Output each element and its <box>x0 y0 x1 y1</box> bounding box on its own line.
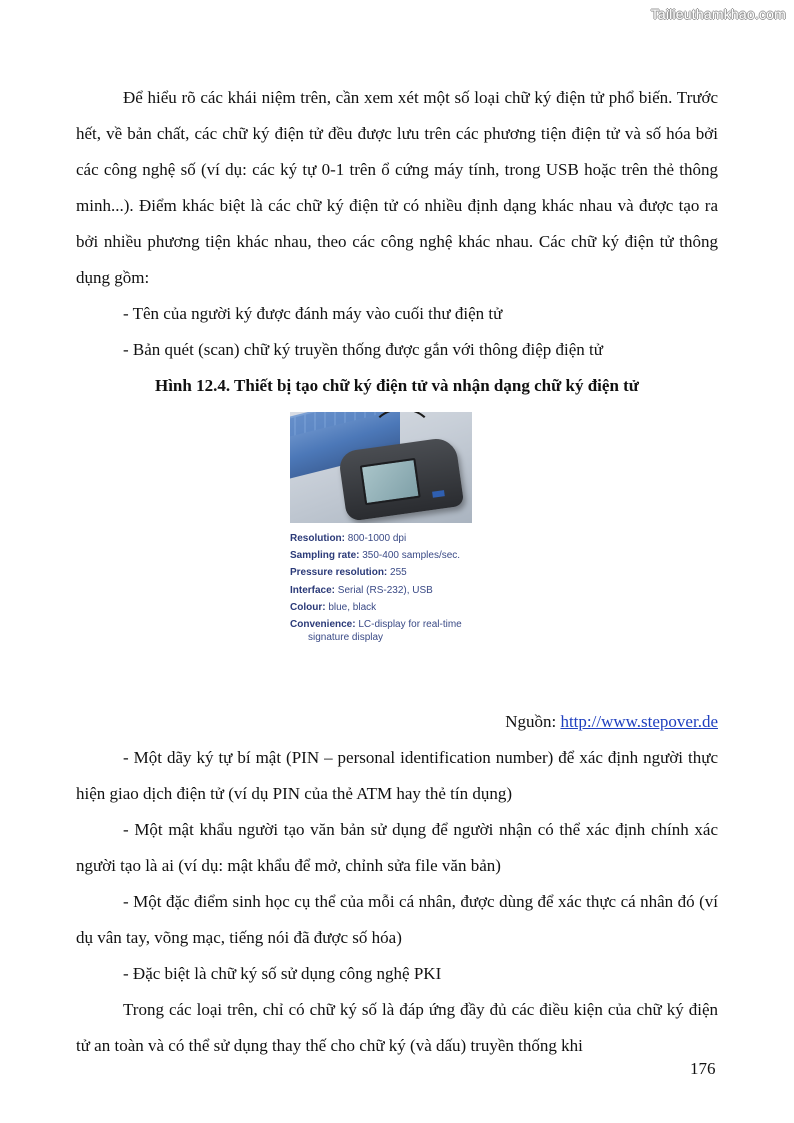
list-item-password: - Một mật khẩu người tạo văn bản sử dụng để người nhận có thể xác định chính xác người tạo là ai (ví dụ: mật khẩu để mở, chỉnh sửa file văn bản) <box>76 820 718 875</box>
list-item-typed-name: - Tên của người ký được đánh máy vào cuối thư điện tử <box>123 304 503 323</box>
spec-row: Convenience: LC-display for real-time <box>290 619 462 631</box>
source-link[interactable]: http://www.stepover.de <box>560 712 718 731</box>
source-label: Nguồn: <box>505 712 561 731</box>
signature-pad-device <box>338 436 465 522</box>
source-line <box>76 704 718 740</box>
spec-row: Colour: blue, black <box>290 601 377 613</box>
signature-pad-photo <box>290 412 472 523</box>
paragraph-conclusion: Trong các loại trên, chỉ có chữ ký số là đáp ứng đầy đủ các điều kiện của chữ ký điện tử an toàn và có thể sử dụng thay thế cho chữ ký (và dấu) truyền thống khi <box>76 1000 718 1055</box>
figure-signature-pad <box>76 404 718 704</box>
spec-row: Interface: Serial (RS-232), USB <box>290 584 433 596</box>
list-item-scanned-signature: - Bản quét (scan) chữ ký truyền thống được gắn với thông điệp điện tử <box>123 340 603 359</box>
figure-caption: Hình 12.4. Thiết bị tạo chữ ký điện tử và nhận dạng chữ ký điện tử <box>154 376 640 395</box>
watermark: Tailieuthamkhao.com <box>650 6 786 22</box>
pad-screen <box>360 458 421 505</box>
list-item-pin: - Một dãy ký tự bí mật (PIN – personal identification number) để xác định người thực hiện giao dịch điện tử (ví dụ PIN của thẻ ATM hay thẻ tín dụng) <box>76 748 718 803</box>
pad-logo <box>432 490 445 498</box>
page-number: 176 <box>690 1059 716 1078</box>
spec-row: Pressure resolution: 255 <box>290 567 407 579</box>
list-item-pki: - Đặc biệt là chữ ký số sử dụng công nghệ PKI <box>123 964 442 983</box>
spec-row: Resolution: 800-1000 dpi <box>290 533 407 544</box>
list-item-biometric: - Một đặc điểm sinh học cụ thể của mỗi cá nhân, được dùng để xác thực cá nhân đó (ví dụ vân tay, võng mạc, tiếng nói đã được số hóa) <box>76 892 718 947</box>
page-content <box>76 80 718 1064</box>
spec-row: Sampling rate: 350-400 samples/sec. <box>290 550 461 562</box>
spec-list <box>290 530 462 643</box>
paragraph-intro: Để hiểu rõ các khái niệm trên, cần xem xét một số loại chữ ký điện tử phổ biến. Trước hết, về bản chất, các chữ ký điện tử đều được lưu trên các phương tiện điện tử và số hóa bởi các công nghệ số (ví dụ: các ký tự 0-1 trên ổ cứng máy tính, trong USB hoặc trên thẻ thông minh...). Điểm khác biệt là các chữ ký điện tử có nhiều định dạng khác nhau và được tạo ra bởi nhiều phương tiện khác nhau, theo các công nghệ khác nhau. Các chữ ký điện tử thông dụng gồm: <box>76 88 718 287</box>
spec-continuation: signature display <box>308 632 384 644</box>
